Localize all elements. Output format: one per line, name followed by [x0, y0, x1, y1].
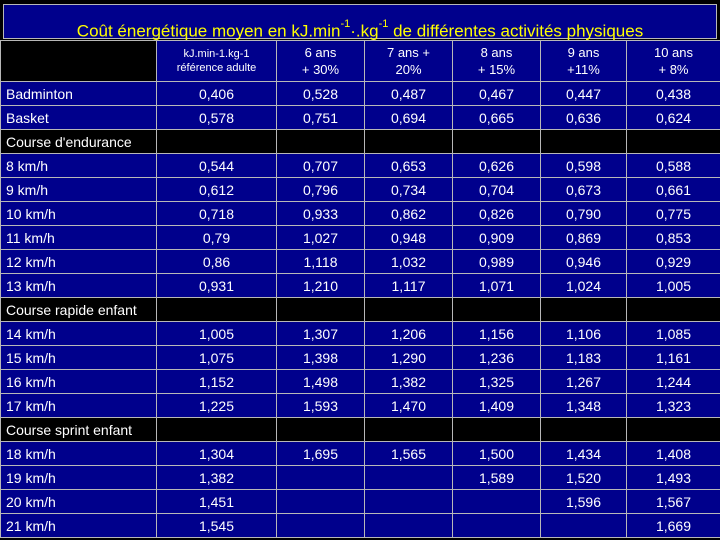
value-cell: 0,933	[277, 202, 365, 226]
table-row	[1, 106, 720, 130]
value-cell: 1,106	[541, 322, 627, 346]
value-cell: 1,117	[365, 274, 453, 298]
value-cell: 1,470	[365, 394, 453, 418]
table-row	[1, 370, 720, 394]
value-cell: 0,612	[157, 178, 277, 202]
value-cell: 0,673	[541, 178, 627, 202]
value-cell: 0,624	[627, 106, 720, 130]
table-row	[1, 322, 720, 346]
empty-cell	[365, 514, 453, 538]
value-cell: 0,79	[157, 226, 277, 250]
empty-cell	[453, 514, 541, 538]
row-label: Badminton	[1, 82, 157, 106]
value-cell: 1,075	[157, 346, 277, 370]
row-label: 8 km/h	[1, 154, 157, 178]
value-cell: 0,734	[365, 178, 453, 202]
value-cell: 1,225	[157, 394, 277, 418]
value-cell: 1,156	[453, 322, 541, 346]
table-row	[1, 250, 720, 274]
row-label: 14 km/h	[1, 322, 157, 346]
value-cell: 1,071	[453, 274, 541, 298]
value-cell: 0,588	[627, 154, 720, 178]
section-empty-cell	[157, 130, 277, 154]
value-cell: 1,669	[627, 514, 720, 538]
section-label: Course rapide enfant	[1, 298, 157, 322]
value-cell: 1,596	[541, 490, 627, 514]
section-empty-cell	[453, 130, 541, 154]
value-cell: 0,869	[541, 226, 627, 250]
value-cell: 0,775	[627, 202, 720, 226]
value-cell: 1,398	[277, 346, 365, 370]
title-sup1: -1	[340, 18, 351, 30]
energy-cost-table	[0, 40, 720, 538]
empty-cell	[453, 490, 541, 514]
section-empty-cell	[453, 298, 541, 322]
empty-cell	[541, 514, 627, 538]
value-cell: 1,567	[627, 490, 720, 514]
table-row	[1, 346, 720, 370]
value-cell: 0,707	[277, 154, 365, 178]
section-empty-cell	[277, 130, 365, 154]
value-cell: 0,909	[453, 226, 541, 250]
header-corner	[1, 41, 157, 82]
table-row	[1, 226, 720, 250]
section-empty-cell	[277, 418, 365, 442]
table-row	[1, 466, 720, 490]
section-empty-cell	[157, 298, 277, 322]
value-cell: 1,032	[365, 250, 453, 274]
header-cell-reference: kJ.min-1.kg-1 référence adulte	[157, 41, 277, 82]
value-cell: 1,498	[277, 370, 365, 394]
value-cell: 0,636	[541, 106, 627, 130]
value-cell: 0,406	[157, 82, 277, 106]
row-label: 10 km/h	[1, 202, 157, 226]
table-row	[1, 442, 720, 466]
value-cell: 1,451	[157, 490, 277, 514]
value-cell: 0,438	[627, 82, 720, 106]
section-label: Course sprint enfant	[1, 418, 157, 442]
value-cell: 1,244	[627, 370, 720, 394]
table-row	[1, 178, 720, 202]
value-cell: 0,931	[157, 274, 277, 298]
row-label: 9 km/h	[1, 178, 157, 202]
empty-cell	[365, 466, 453, 490]
value-cell: 0,751	[277, 106, 365, 130]
value-cell: 1,325	[453, 370, 541, 394]
section-empty-cell	[541, 418, 627, 442]
value-cell: 0,796	[277, 178, 365, 202]
header-cell-6-ans: 6 ans + 30%	[277, 41, 365, 82]
header-cell-10-ans: 10 ans + 8%	[627, 41, 720, 82]
section-row	[1, 418, 720, 442]
value-cell: 1,382	[157, 466, 277, 490]
table-title	[3, 4, 717, 39]
table-row	[1, 490, 720, 514]
section-empty-cell	[157, 418, 277, 442]
table-row	[1, 394, 720, 418]
empty-cell	[277, 466, 365, 490]
value-cell: 1,409	[453, 394, 541, 418]
value-cell: 1,118	[277, 250, 365, 274]
value-cell: 1,236	[453, 346, 541, 370]
value-cell: 1,408	[627, 442, 720, 466]
value-cell: 0,665	[453, 106, 541, 130]
header-row	[1, 41, 720, 82]
value-cell: 0,862	[365, 202, 453, 226]
value-cell: 0,826	[453, 202, 541, 226]
section-empty-cell	[627, 298, 720, 322]
value-cell: 1,210	[277, 274, 365, 298]
section-empty-cell	[365, 298, 453, 322]
value-cell: 0,447	[541, 82, 627, 106]
row-label: 11 km/h	[1, 226, 157, 250]
section-empty-cell	[365, 418, 453, 442]
row-label: 13 km/h	[1, 274, 157, 298]
value-cell: 0,948	[365, 226, 453, 250]
section-empty-cell	[627, 130, 720, 154]
section-empty-cell	[627, 418, 720, 442]
section-row	[1, 298, 720, 322]
value-cell: 0,528	[277, 82, 365, 106]
row-label: 20 km/h	[1, 490, 157, 514]
value-cell: 0,989	[453, 250, 541, 274]
table-row	[1, 154, 720, 178]
value-cell: 0,946	[541, 250, 627, 274]
empty-cell	[277, 514, 365, 538]
section-empty-cell	[453, 418, 541, 442]
value-cell: 1,382	[365, 370, 453, 394]
value-cell: 1,323	[627, 394, 720, 418]
header-cell-8-ans: 8 ans + 15%	[453, 41, 541, 82]
value-cell: 1,161	[627, 346, 720, 370]
value-cell: 0,86	[157, 250, 277, 274]
title-sup2: -1	[378, 18, 389, 30]
value-cell: 1,434	[541, 442, 627, 466]
value-cell: 1,500	[453, 442, 541, 466]
table-row	[1, 514, 720, 538]
value-cell: 0,929	[627, 250, 720, 274]
value-cell: 1,183	[541, 346, 627, 370]
table-row	[1, 82, 720, 106]
row-label: 21 km/h	[1, 514, 157, 538]
value-cell: 0,790	[541, 202, 627, 226]
section-empty-cell	[541, 130, 627, 154]
row-label: 16 km/h	[1, 370, 157, 394]
empty-cell	[365, 490, 453, 514]
value-cell: 0,626	[453, 154, 541, 178]
row-label: 17 km/h	[1, 394, 157, 418]
table-row	[1, 202, 720, 226]
value-cell: 0,598	[541, 154, 627, 178]
value-cell: 1,005	[157, 322, 277, 346]
row-label: Basket	[1, 106, 157, 130]
value-cell: 0,467	[453, 82, 541, 106]
section-row	[1, 130, 720, 154]
value-cell: 1,545	[157, 514, 277, 538]
empty-cell	[277, 490, 365, 514]
title-mid: ·.kg	[350, 21, 379, 41]
value-cell: 1,152	[157, 370, 277, 394]
section-empty-cell	[277, 298, 365, 322]
value-cell: 1,304	[157, 442, 277, 466]
value-cell: 0,653	[365, 154, 453, 178]
title-prefix: Coût énergétique moyen en kJ.min	[76, 21, 341, 41]
row-label: 19 km/h	[1, 466, 157, 490]
value-cell: 1,565	[365, 442, 453, 466]
value-cell: 1,348	[541, 394, 627, 418]
row-label: 18 km/h	[1, 442, 157, 466]
value-cell: 1,290	[365, 346, 453, 370]
header-cell-9-ans: 9 ans +11%	[541, 41, 627, 82]
value-cell: 1,593	[277, 394, 365, 418]
row-label: 15 km/h	[1, 346, 157, 370]
title-suffix: de différentes activités physiques	[388, 21, 644, 41]
value-cell: 1,589	[453, 466, 541, 490]
value-cell: 1,027	[277, 226, 365, 250]
value-cell: 0,487	[365, 82, 453, 106]
header-cell-7-ans: 7 ans + 20%	[365, 41, 453, 82]
value-cell: 1,085	[627, 322, 720, 346]
value-cell: 0,853	[627, 226, 720, 250]
value-cell: 1,695	[277, 442, 365, 466]
value-cell: 1,024	[541, 274, 627, 298]
section-empty-cell	[541, 298, 627, 322]
table-row	[1, 274, 720, 298]
section-label: Course d'endurance	[1, 130, 157, 154]
value-cell: 0,704	[453, 178, 541, 202]
value-cell: 0,661	[627, 178, 720, 202]
value-cell: 1,493	[627, 466, 720, 490]
value-cell: 1,206	[365, 322, 453, 346]
value-cell: 0,544	[157, 154, 277, 178]
value-cell: 0,578	[157, 106, 277, 130]
value-cell: 1,005	[627, 274, 720, 298]
value-cell: 0,694	[365, 106, 453, 130]
value-cell: 1,267	[541, 370, 627, 394]
value-cell: 1,307	[277, 322, 365, 346]
row-label: 12 km/h	[1, 250, 157, 274]
section-empty-cell	[365, 130, 453, 154]
value-cell: 0,718	[157, 202, 277, 226]
value-cell: 1,520	[541, 466, 627, 490]
